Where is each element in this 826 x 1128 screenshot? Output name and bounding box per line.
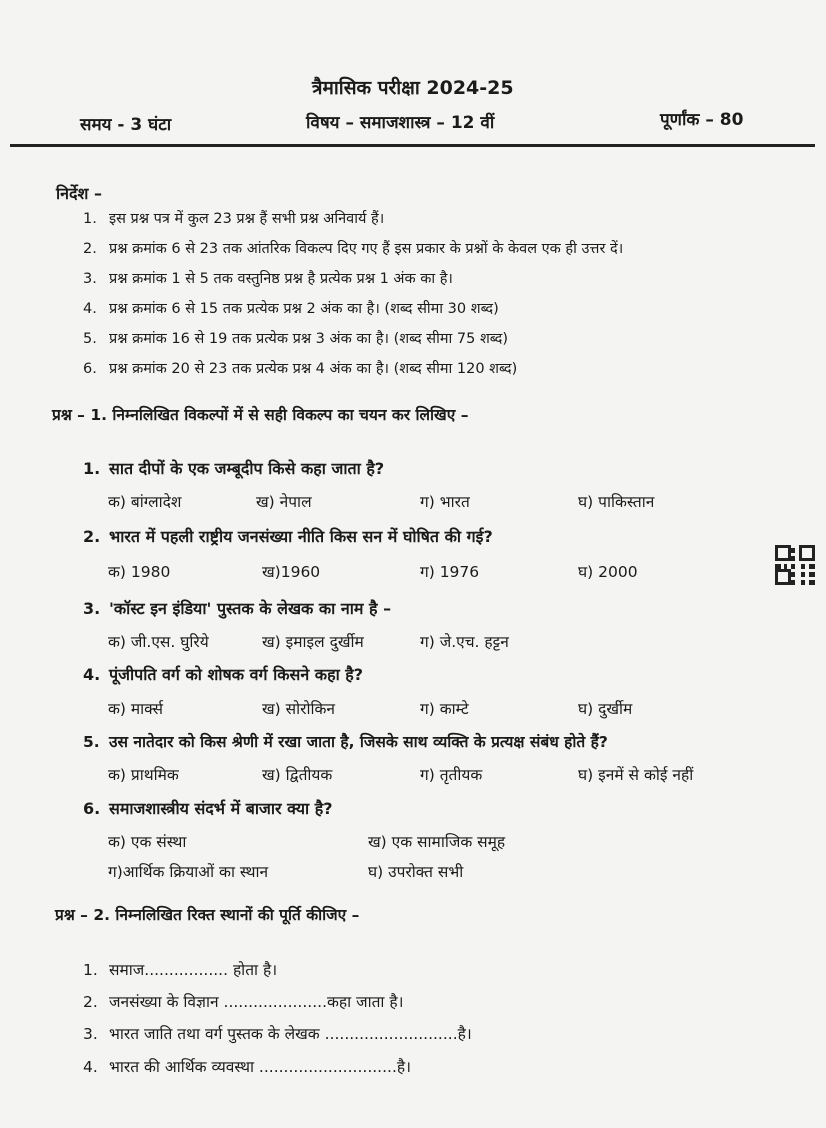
option: घ) पाकिस्तान	[578, 493, 655, 511]
option: क) मार्क्स	[108, 700, 163, 718]
fill-blank-item: 2. जनसंख्या के विज्ञान .....................कहा जाता है।	[83, 993, 404, 1011]
question-text: 5. उस नातेदार को किस श्रेणी में रखा जाता है, जिसके साथ व्यक्ति के प्रत्यक्ष संबंध होते हैं?	[83, 733, 608, 751]
exam-subject: विषय – समाजशास्त्र – 12 वीं	[306, 113, 495, 133]
instructions-heading: निर्देश –	[56, 184, 102, 203]
section-1-heading: प्रश्न – 1. निम्नलिखित विकल्पों में से सही विकल्प का चयन कर लिखिए –	[52, 406, 469, 424]
question-text: 6. समाजशास्त्रीय संदर्भ में बाजार क्या है?	[83, 799, 333, 818]
option: क) जी.एस. घुरिये	[108, 633, 209, 651]
option: घ) 2000	[578, 563, 638, 581]
option: क) 1980	[108, 563, 171, 581]
option: ख) सोरोकिन	[262, 700, 336, 718]
option: घ) उपरोक्त सभी	[368, 863, 464, 881]
question-text: 4. पूंजीपति वर्ग को शोषक वर्ग किसने कहा है?	[83, 665, 364, 684]
option: ख) नेपाल	[256, 493, 312, 511]
instruction-item: 5. प्रश्न क्रमांक 16 से 19 तक प्रत्येक प्रश्न 3 अंक का है। (शब्द सीमा 75 शब्द)	[83, 331, 508, 347]
option: घ) इनमें से कोई नहीं	[578, 766, 694, 784]
option: ख) इमाइल दुर्खीम	[262, 633, 364, 651]
header-divider	[10, 144, 815, 147]
question-text: 3. 'कॉस्ट इन इंडिया' पुस्तक के लेखक का नाम है –	[83, 599, 392, 618]
question-text: 1. सात दीपों के एक जम्बूदीप किसे कहा जाता है?	[83, 459, 385, 478]
option: ग) तृतीयक	[420, 766, 483, 784]
fill-blank-item: 1. समाज................. होता है।	[83, 961, 278, 979]
option: क) प्राथमिक	[108, 766, 179, 784]
instruction-item: 4. प्रश्न क्रमांक 6 से 15 तक प्रत्येक प्रश्न 2 अंक का है। (शब्द सीमा 30 शब्द)	[83, 301, 499, 317]
instruction-item: 1. इस प्रश्न पत्र में कुल 23 प्रश्न हैं सभी प्रश्न अनिवार्य हैं।	[83, 211, 385, 227]
fill-blank-item: 4. भारत की आर्थिक व्यवस्था ............................है।	[83, 1058, 411, 1076]
exam-max-marks: पूर्णांक – 80	[660, 110, 744, 130]
option: क) एक संस्था	[108, 833, 187, 851]
instruction-item: 2. प्रश्न क्रमांक 6 से 23 तक आंतरिक विकल्प दिए गए हैं इस प्रकार के प्रश्नों के केवल एक ही उत्तर दें।	[83, 241, 624, 257]
option: ग)आर्थिक क्रियाओं का स्थान	[108, 863, 269, 881]
exam-duration: समय - 3 घंटा	[80, 115, 172, 135]
instruction-item: 6. प्रश्न क्रमांक 20 से 23 तक प्रत्येक प्रश्न 4 अंक का है। (शब्द सीमा 120 शब्द)	[83, 361, 518, 377]
option: ग) काम्टे	[420, 700, 469, 718]
option: क) बांग्लादेश	[108, 493, 182, 511]
question-text: 2. भारत में पहली राष्ट्रीय जनसंख्या नीति किस सन में घोषित की गई?	[83, 527, 493, 546]
option: घ) दुर्खीम	[578, 700, 633, 718]
exam-title: त्रैमासिक परीक्षा 2024-25	[312, 77, 514, 99]
option: ख) द्वितीयक	[262, 766, 333, 784]
option: ग) जे.एच. हट्टन	[420, 633, 509, 651]
section-2-heading: प्रश्न – 2. निम्नलिखित रिक्त स्थानों की पूर्ति कीजिए –	[55, 906, 360, 924]
option: ख) एक सामाजिक समूह	[368, 833, 506, 851]
option: ग) भारत	[420, 493, 470, 511]
option: ख)1960	[262, 563, 321, 581]
fill-blank-item: 3. भारत जाति तथा वर्ग पुस्तक के लेखक ...........................है।	[83, 1025, 472, 1043]
instruction-item: 3. प्रश्न क्रमांक 1 से 5 तक वस्तुनिष्ठ प्रश्न है प्रत्येक प्रश्न 1 अंक का है।	[83, 271, 453, 287]
option: ग) 1976	[420, 563, 480, 581]
